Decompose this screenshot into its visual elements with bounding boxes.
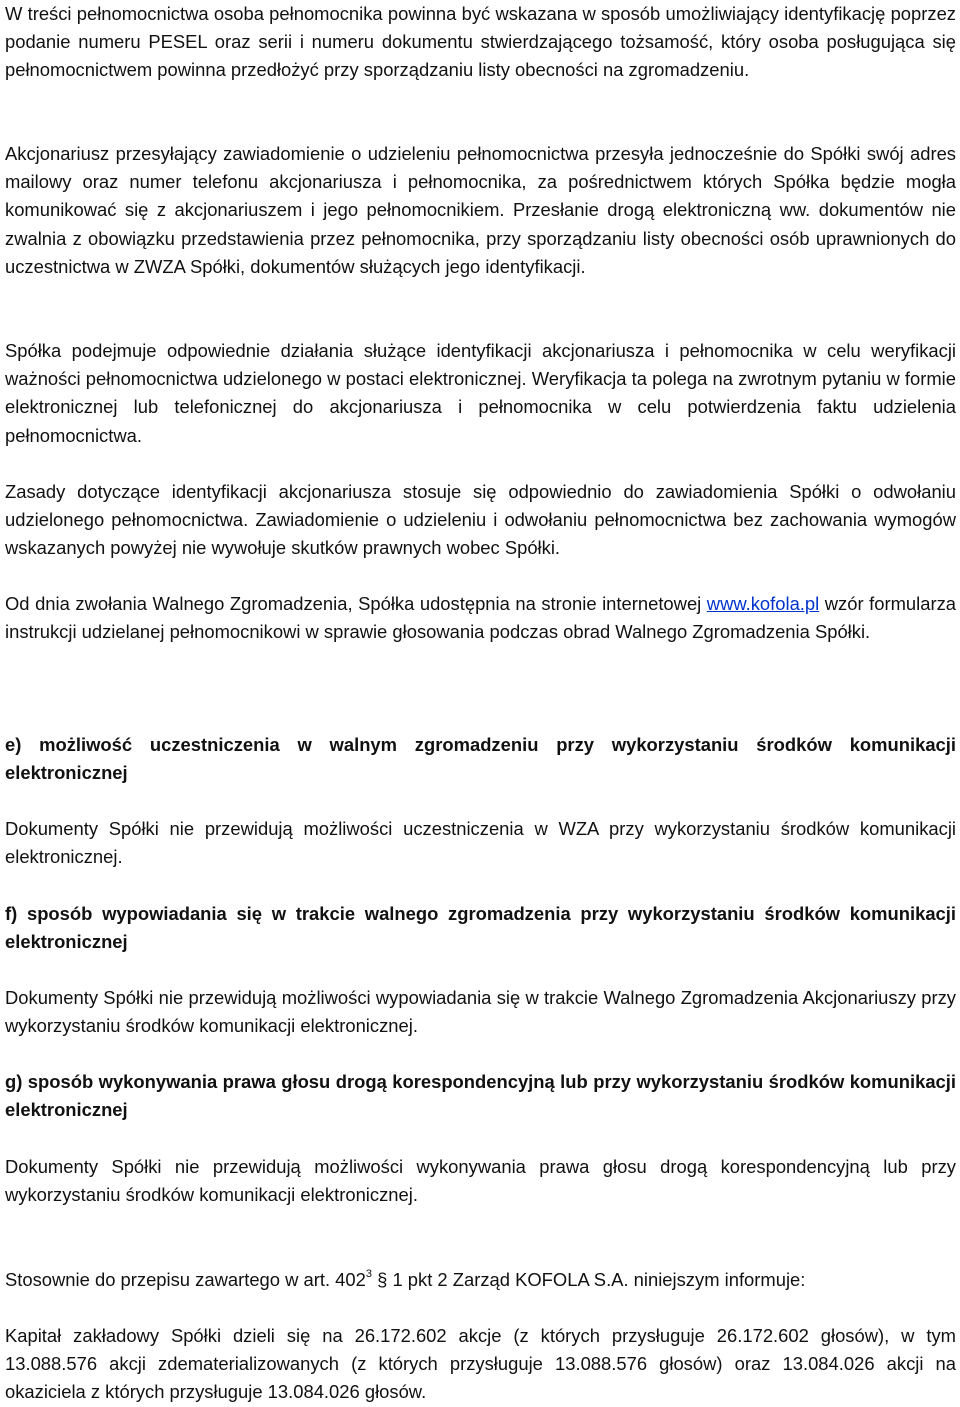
section-f-heading: f) sposób wypowiadania się w trakcie walnego zgromadzenia przy wykorzystaniu środków komunikacji elektronicznej [5, 903, 956, 953]
paragraph-pesel-identification: W treści pełnomocnictwa osoba pełnomocnika powinna być wskazana w sposób umożliwiający identyfikację poprzez podanie numeru PESEL oraz serii i numeru dokumentu stwierdzającego tożsamość, który osoba posługująca się pełnomocnictwem powinna przedłożyć przy sporządzaniu listy obecności na zgromadzeniu. [5, 3, 956, 81]
paragraph-verification: Spółka podejmuje odpowiednie działania służące identyfikacji akcjonariusza i pełnomocnika w celu weryfikacji ważności pełnomocnictwa udzielonego w postaci elektronicznej. Weryfikacja ta polega na zwrotnym pytaniu w formie elektronicznej lub telefonicznej do akcjonariusza i pełnomocnika w celu potwierdzenia faktu udzielenia pełnomocnictwa. [5, 340, 956, 446]
share-capital-info: Kapitał zakładowy Spółki dzieli się na 26.172.602 akcje (z których przysługuje 26.172.602 głosów), w tym 13.088.576 akcji zdematerializowanych (z których przysługuje 13.088.576 głosów) oraz 13.084.026 akcji na okaziciela z których przysługuje 13.084.026 głosów. [5, 1325, 956, 1403]
section-g-heading: g) sposób wykonywania prawa głosu drogą korespondencyjną lub przy wykorzystaniu środków komunikacji elektronicznej [5, 1071, 956, 1121]
section-g-text: Dokumenty Spółki nie przewidują możliwości wykonywania prawa głosu drogą korespondencyjną lub przy wykorzystaniu środków komunikacji elektronicznej. [5, 1156, 956, 1206]
kofola-website-link[interactable]: www.kofola.pl [706, 593, 820, 614]
paragraph-proxy-form [5, 590, 956, 646]
board-statement [5, 1266, 956, 1294]
proxy-form-text-after: wzór formularza instrukcji udzielanej pełnomocnikowi w sprawie głosowania podczas obrad Walnego Zgromadzenia Spółki. [5, 593, 956, 643]
section-e-heading: e) możliwość uczestniczenia w walnym zgromadzeniu przy wykorzystaniu środków komunikacji elektronicznej [5, 734, 956, 784]
board-statement-after: § 1 pkt 2 Zarząd KOFOLA S.A. niniejszym informuje: [372, 1269, 806, 1290]
board-statement-before: Stosownie do przepisu zawartego w art. 402 [5, 1269, 366, 1290]
article-superscript: 3 [365, 1267, 372, 1280]
section-f-text: Dokumenty Spółki nie przewidują możliwości wypowiadania się w trakcie Walnego Zgromadzenia Akcjonariuszy przy wykorzystaniu środków komunikacji elektronicznej. [5, 987, 956, 1037]
paragraph-revocation-rules: Zasady dotyczące identyfikacji akcjonariusza stosuje się odpowiednio do zawiadomienia Spółki o odwołaniu udzielonego pełnomocnictwa. Zawiadomienie o udzieleniu i odwołaniu pełnomocnictwa bez zachowania wymogów wskazanych powyżej nie wywołuje skutków prawnych wobec Spółki. [5, 481, 956, 559]
section-e-text: Dokumenty Spółki nie przewidują możliwości uczestniczenia w WZA przy wykorzystaniu środków komunikacji elektronicznej. [5, 818, 956, 868]
proxy-form-text-before: Od dnia zwołania Walnego Zgromadzenia, Spółka udostępnia na stronie internetowej [5, 593, 707, 614]
paragraph-shareholder-contact: Akcjonariusz przesyłający zawiadomienie o udzieleniu pełnomocnictwa przesyła jednocześnie do Spółki swój adres mailowy oraz numer telefonu akcjonariusza i pełnomocnika, za pośrednictwem których Spółka będzie mogła komunikować się z akcjonariuszem i jego pełnomocnikiem. Przesłanie drogą elektroniczną ww. dokumentów nie zwalnia z obowiązku przedstawienia przez pełnomocnika, przy sporządzaniu listy obecności osób uprawnionych do uczestnictwa w ZWZA Spółki, dokumentów służących jego identyfikacji. [5, 143, 956, 277]
